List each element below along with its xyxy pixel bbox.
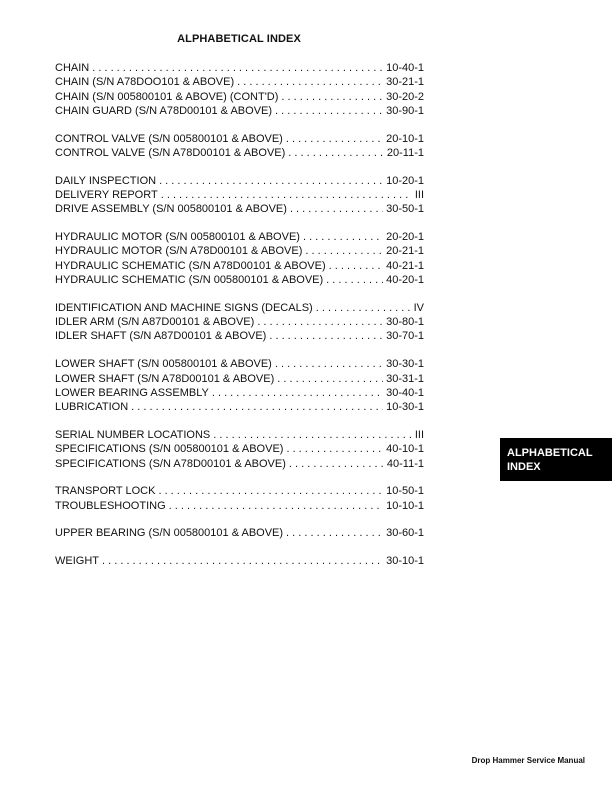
dot-leader [275, 104, 383, 118]
index-entry [55, 329, 424, 343]
index-entry-label: UPPER BEARING (S/N 005800101 & ABOVE) [55, 527, 284, 540]
index-entry-label: HYDRAULIC MOTOR (S/N A78D00101 & ABOVE) [55, 245, 303, 258]
index-entry-page: 20-11-1 [386, 146, 424, 159]
index-entry-label: WEIGHT [55, 555, 99, 568]
dot-leader [329, 259, 383, 273]
index-entry-page: 30-10-1 [386, 555, 424, 568]
index-group [55, 428, 424, 471]
index-entry-page: 30-50-1 [386, 203, 424, 216]
index-entry [55, 301, 424, 315]
section-tab [500, 438, 612, 481]
index-entry-label: LOWER SHAFT (S/N A78D00101 & ABOVE) [55, 372, 275, 385]
index-entry-page: 10-50-1 [386, 485, 424, 498]
dot-leader [102, 554, 383, 568]
index-entry-label: IDENTIFICATION AND MACHINE SIGNS (DECALS) [55, 301, 313, 314]
index-entry-label: CONTROL VALVE (S/N A78D00101 & ABOVE) [55, 146, 286, 159]
index-entry [55, 132, 424, 146]
index-entry-label: IDLER SHAFT (S/N A87D00101 & ABOVE) [55, 330, 267, 343]
index-entry-label: TRANSPORT LOCK [55, 485, 156, 498]
dot-leader [303, 230, 383, 244]
index-entry-label: TROUBLESHOOTING [55, 499, 166, 512]
index-entry-page: 20-20-1 [386, 231, 424, 244]
index-entry [55, 146, 424, 160]
index-entry [55, 188, 424, 202]
index-list [55, 61, 424, 582]
index-entry [55, 61, 424, 75]
dot-leader [158, 484, 383, 498]
index-entry-page: 10-10-1 [386, 499, 424, 512]
index-entry [55, 315, 424, 329]
index-entry-label: CONTROL VALVE (S/N 005800101 & ABOVE) [55, 132, 283, 145]
index-entry-page: 20-10-1 [386, 132, 424, 145]
page-title: ALPHABETICAL INDEX [177, 33, 301, 45]
index-entry-page: 30-40-1 [386, 386, 424, 399]
index-entry [55, 230, 424, 244]
dot-leader [237, 75, 383, 89]
index-group [55, 357, 424, 414]
footer-manual-title: Drop Hammer Service Manual [471, 756, 585, 765]
index-entry-page: 30-20-2 [386, 90, 424, 103]
index-entry [55, 244, 424, 258]
index-entry-page: 30-21-1 [386, 76, 424, 89]
index-entry-label: IDLER ARM (S/N A87D00101 & ABOVE) [55, 316, 255, 329]
index-entry [55, 104, 424, 118]
dot-leader [326, 273, 383, 287]
dot-leader [169, 499, 383, 513]
dot-leader [316, 301, 411, 315]
index-entry-page: 30-31-1 [386, 372, 424, 385]
index-entry [55, 386, 424, 400]
section-tab-line1: ALPHABETICAL [507, 447, 593, 459]
index-entry [55, 202, 424, 216]
dot-leader [92, 61, 383, 75]
index-entry-page: III [414, 428, 424, 441]
index-group [55, 554, 424, 568]
dot-leader [281, 90, 383, 104]
index-entry-label: CHAIN (S/N A78DOO101 & ABOVE) [55, 76, 235, 89]
index-entry-page: 30-80-1 [386, 316, 424, 329]
index-entry [55, 75, 424, 89]
index-entry-page: 40-11-1 [386, 457, 424, 470]
index-entry-page: 10-30-1 [386, 401, 424, 414]
index-entry-page: 10-40-1 [386, 62, 424, 74]
dot-leader [277, 372, 383, 386]
index-entry-label: HYDRAULIC MOTOR (S/N 005800101 & ABOVE) [55, 231, 300, 244]
dot-leader [257, 315, 383, 329]
index-entry-page: 20-21-1 [386, 245, 424, 258]
index-entry-page: 30-60-1 [386, 527, 424, 540]
index-entry [55, 554, 424, 568]
index-group [55, 132, 424, 161]
index-entry [55, 259, 424, 273]
index-entry-label: DELIVERY REPORT [55, 189, 158, 202]
dot-leader [161, 188, 412, 202]
index-entry-page: 30-30-1 [386, 358, 424, 371]
index-entry-label: HYDRAULIC SCHEMATIC (S/N 005800101 & ABOVE) [55, 274, 324, 287]
section-tab-line2: INDEX [507, 461, 541, 473]
index-entry-page: 40-10-1 [386, 443, 424, 456]
index-group [55, 301, 424, 344]
index-entry [55, 174, 424, 188]
index-entry [55, 499, 424, 513]
index-entry [55, 90, 424, 104]
dot-leader [288, 146, 384, 160]
index-entry-label: LOWER BEARING ASSEMBLY [55, 386, 209, 399]
dot-leader [290, 202, 383, 216]
index-entry-page: 10-20-1 [386, 174, 424, 187]
index-entry-label: SPECIFICATIONS (S/N 005800101 & ABOVE) [55, 443, 284, 456]
index-entry-page: 30-70-1 [386, 330, 424, 343]
dot-leader [286, 132, 383, 146]
dot-leader [305, 244, 383, 258]
dot-leader [213, 428, 412, 442]
index-entry [55, 526, 424, 540]
index-entry-page: III [414, 189, 424, 202]
dot-leader [289, 457, 384, 471]
index-entry-label: LUBRICATION [55, 401, 129, 414]
index-entry-label: DAILY INSPECTION [55, 174, 157, 187]
index-entry [55, 372, 424, 386]
index-entry-label: SERIAL NUMBER LOCATIONS [55, 428, 211, 441]
dot-leader [286, 442, 383, 456]
index-entry-page: 40-21-1 [386, 259, 424, 272]
index-entry [55, 273, 424, 287]
index-entry [55, 428, 424, 442]
index-entry-label: SPECIFICATIONS (S/N A78D00101 & ABOVE) [55, 457, 286, 470]
index-entry [55, 457, 424, 471]
index-entry [55, 400, 424, 414]
index-entry-page: IV [413, 301, 424, 314]
index-entry-page: 40-20-1 [386, 274, 424, 287]
index-entry [55, 484, 424, 498]
index-group [55, 230, 424, 287]
index-entry-label: HYDRAULIC SCHEMATIC (S/N A78D00101 & ABOVE) [55, 259, 326, 272]
index-entry-label: LOWER SHAFT (S/N 005800101 & ABOVE) [55, 358, 272, 371]
dot-leader [212, 386, 383, 400]
index-entry [55, 357, 424, 371]
index-group [55, 61, 424, 118]
index-entry-page: 30-90-1 [386, 104, 424, 117]
index-group [55, 484, 424, 513]
index-group [55, 174, 424, 217]
dot-leader [159, 174, 383, 188]
index-group [55, 526, 424, 540]
dot-leader [275, 357, 383, 371]
index-entry-label: CHAIN [55, 62, 90, 74]
index-entry-label: DRIVE ASSEMBLY (S/N 005800101 & ABOVE) [55, 203, 287, 216]
index-entry-label: CHAIN GUARD (S/N A78D00101 & ABOVE) [55, 104, 273, 117]
dot-leader [269, 329, 383, 343]
index-entry-label: CHAIN (S/N 005800101 & ABOVE) (CONT'D) [55, 90, 279, 103]
dot-leader [286, 526, 383, 540]
dot-leader [131, 400, 383, 414]
index-entry [55, 442, 424, 456]
